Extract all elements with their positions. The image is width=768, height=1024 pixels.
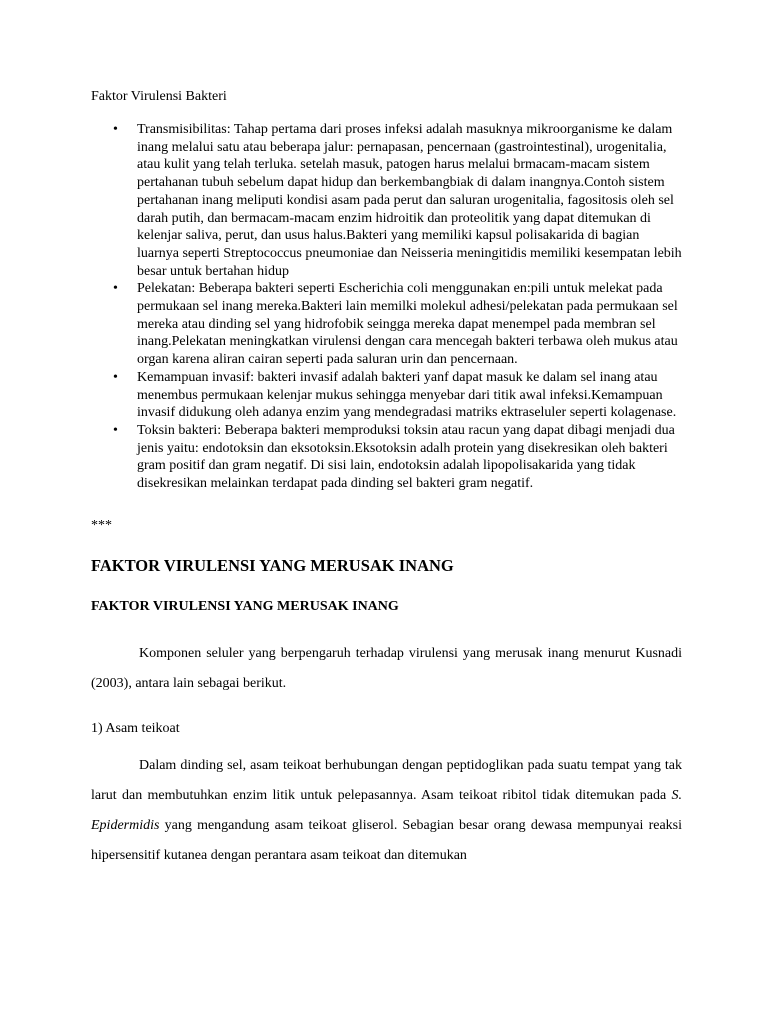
list-item — [91, 280, 682, 369]
section-heading-main: FAKTOR VIRULENSI YANG MERUSAK INANG — [91, 555, 454, 575]
section-heading-sub: FAKTOR VIRULENSI YANG MERUSAK INANG — [91, 598, 399, 614]
document-title: Faktor Virulensi Bakteri — [91, 89, 227, 104]
paragraph-text-end: yang mengandung asam teikoat gliserol. Sebagian besar orang dewasa mempunyai reaksi hipersensitif kutanea dengan perantara asam teikoat dan ditemukan — [91, 817, 682, 863]
body-paragraph-asam-teikoat — [91, 751, 682, 871]
bullet-text-transmisibilitas: Transmisibilitas: Tahap pertama dari proses infeksi adalah masuknya mikroorganisme ke dalam inang melalui satu atau beberapa jalur: pernapasan, pencernaan (gastrointestinal), urogenitalia, atau kulit yang telah terluka. setelah masuk, patogen harus melalui brmacam-macam sistem pertahanan tubuh sebelum dapat hidup dan berkembangbiak di dalam inangnya.Contoh sistem pertahanan inang meliputi kondisi asam pada perut dan saluran urogenitalia, fagositosis oleh sel darah putih, dan bermacam-macam enzim hidroitik dan proteolitik yang dapat ditemukan di kelenjar saliva, perut, dan usus halus.Bakteri yang memiliki kapsul polisakarida di bagian luarnya seperti Streptococcus pneumoniae dan Neisseria meningitidis memiliki kesempatan lebih besar untuk bertahan hidup — [137, 122, 682, 279]
subsection-asam-teikoat: 1) Asam teikoat — [91, 720, 180, 736]
bullet-icon: • — [113, 369, 118, 385]
bullet-text-kemampuan-invasif: Kemampuan invasif: bakteri invasif adalah bakteri yanf dapat masuk ke dalam sel inang atau menembus permukaan kelenjar mukus sehingga menyebar dari titik awal infeksi.Kemampuan invasif didukung oleh adanya enzim yang mendegradasi matriks ektraseluler seperti kolagenase. — [137, 369, 677, 421]
bullet-text-pelekatan: Pelekatan: Beberapa bakteri seperti Escherichia coli menggunakan en:pili untuk melekat pada permukaan sel inang mereka.Bakteri lain memilki molekul adhesi/pelekatan pada permukaan sel mereka atau dinding sel yang hidrofobik seingga mereka dapat menempel pada membran sel inang.Pelekatan meningkatkan virulensi dengan cara mencegah bakteri terbawa oleh mukus atau organ karena aliran cairan seperti pada saluran urin dan pencernaan. — [137, 281, 678, 368]
bullet-list — [91, 121, 682, 493]
bullet-icon: • — [113, 281, 118, 297]
bullet-icon: • — [113, 422, 118, 438]
section-separator: *** — [91, 517, 112, 533]
bullet-text-toksin-bakteri: Toksin bakteri: Beberapa bakteri memproduksi toksin atau racun yang dapat dibagi menjadi dua jenis yaitu: endotoksin dan eksotoksin.Eksotoksin adalh protein yang disekresikan oleh bakteri gram positif dan gram negatif. Di sisi lain, endotoksin adalah lipopolisakarida yang tidak disekresikan melainkan terdapat pada dinding sel bakteri gram negatif. — [137, 422, 675, 492]
list-item — [91, 121, 682, 280]
list-item — [91, 422, 682, 493]
list-item — [91, 369, 682, 422]
species-name-italic: S. Epidermidis — [91, 787, 682, 833]
bullet-icon: • — [113, 122, 118, 137]
paragraph-text-start: Dalam dinding sel, asam teikoat berhubungan dengan peptidoglikan pada suatu tempat yang tak larut dan membutuhkan enzim litik untuk pelepasannya. Asam teikoat ribitol tidak ditemukan pada — [91, 757, 682, 803]
intro-paragraph: Komponen seluler yang berpengaruh terhadap virulensi yang merusak inang menurut Kusnadi (2003), antara lain sebagai berikut. — [91, 645, 682, 691]
